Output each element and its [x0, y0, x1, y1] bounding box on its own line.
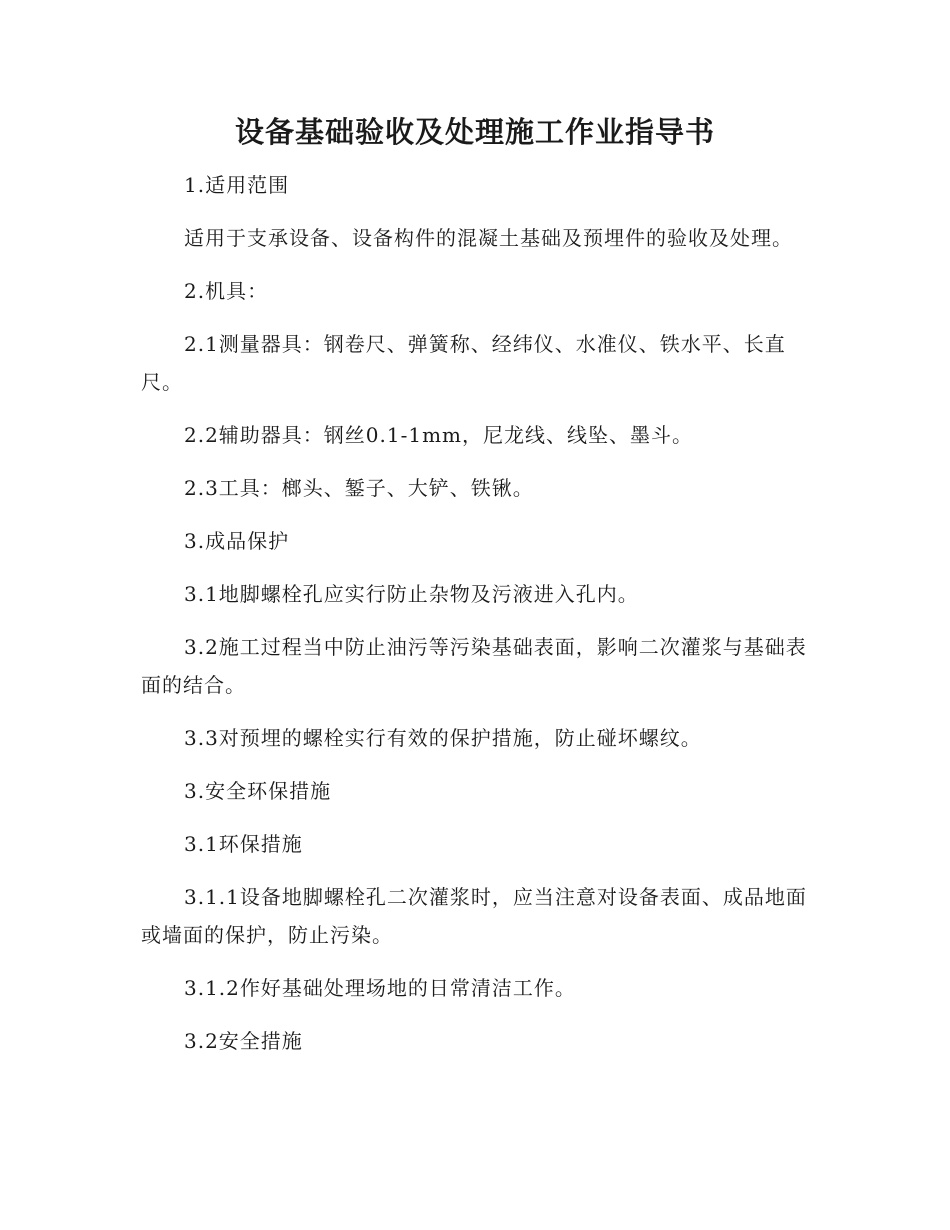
paragraph-auxiliary-tools: 2.2辅助器具：钢丝0.1-1mm，尼龙线、线坠、墨斗。 — [184, 423, 694, 447]
paragraph-tools-heading: 2.机具： — [184, 279, 269, 303]
paragraph-environment-3-1-1: 3.1.1设备地脚螺栓孔二次灌浆时，应当注意对设备表面、成品地面或墙面的保护，防止污染。 — [141, 885, 807, 947]
document-title: 设备基础验收及处理施工作业指导书 — [234, 115, 715, 149]
paragraph-safety-heading: 3.安全环保措施 — [184, 779, 332, 803]
paragraph-hand-tools: 2.3工具：榔头、錾子、大铲、铁锹。 — [184, 476, 534, 500]
paragraph-protection-3-1: 3.1地脚螺栓孔应实行防止杂物及污液进入孔内。 — [184, 582, 639, 606]
document-body — [141, 166, 811, 1075]
paragraph-safety-measures-heading: 3.2安全措施 — [184, 1029, 303, 1053]
paragraph-protection-3-2: 3.2施工过程当中防止油污等污染基础表面，影响二次灌浆与基础表面的结合。 — [141, 635, 807, 697]
paragraph-scope-text: 适用于支承设备、设备构件的混凝土基础及预埋件的验收及处理。 — [184, 226, 793, 250]
paragraph-protection-3-3: 3.3对预埋的螺栓实行有效的保护措施，防止碰坏螺纹。 — [184, 726, 702, 750]
paragraph-protection-heading: 3.成品保护 — [184, 529, 290, 553]
paragraph-scope-heading: 1.适用范围 — [184, 173, 290, 197]
paragraph-measuring-tools: 2.1测量器具：钢卷尺、弹簧称、经纬仪、水准仪、铁水平、长直尺。 — [141, 332, 786, 394]
paragraph-environment-3-1-2: 3.1.2作好基础处理场地的日常清洁工作。 — [184, 976, 576, 1000]
paragraph-environment-heading: 3.1环保措施 — [184, 832, 303, 856]
